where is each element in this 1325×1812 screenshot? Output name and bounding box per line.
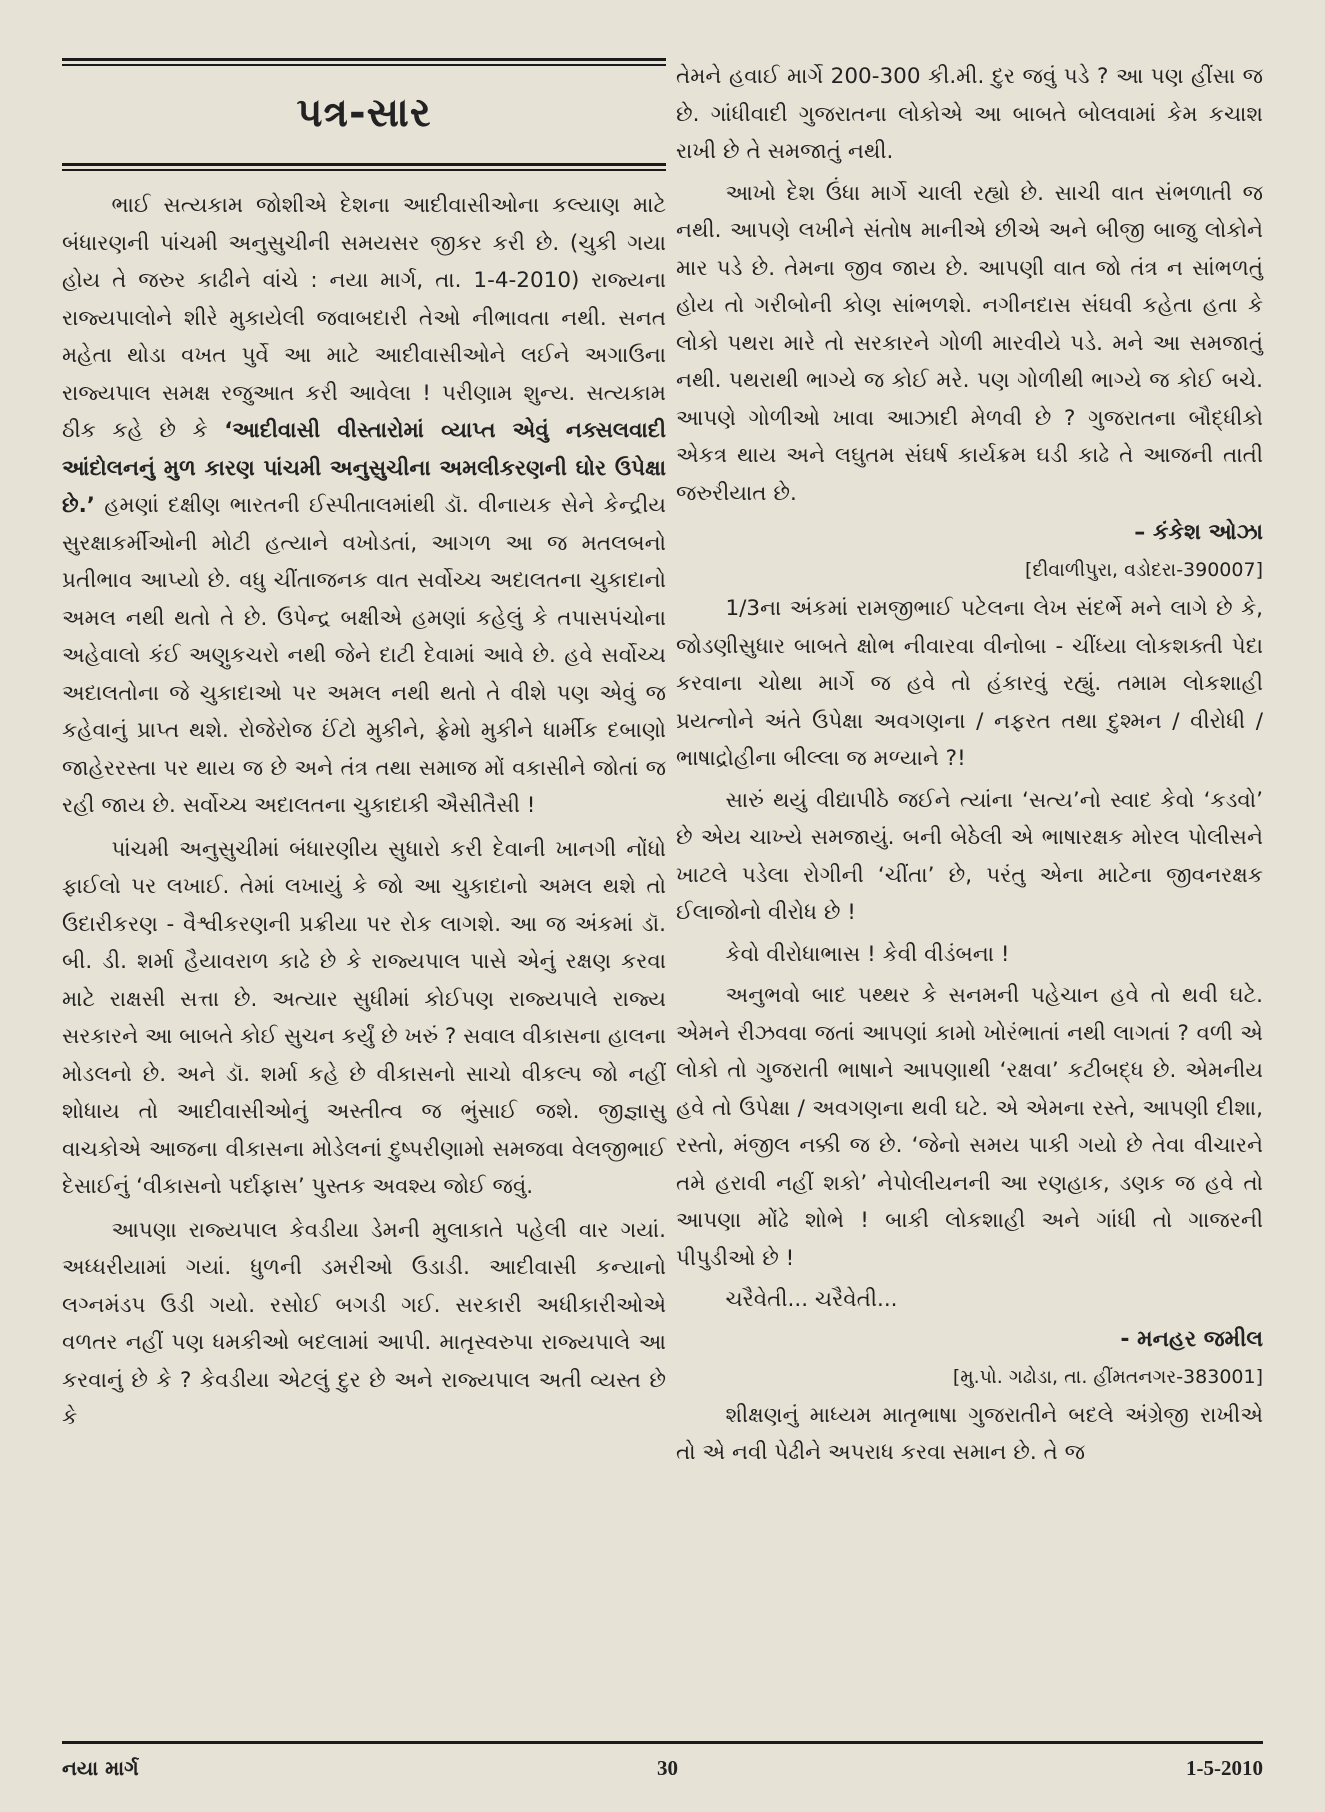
right-column bbox=[676, 58, 1263, 1472]
letter2-signature: - મનહર જમીલ bbox=[1120, 1326, 1263, 1352]
letter1-paragraph-2: પાંચમી અનુસુચીમાં બંધારણીય સુધારો કરી દેવાની ખાનગી નોંધો ફાઈલો પર લખાઈ. તેમાં લખાયું કે જો આ ચુકાદાનો અમલ થશે તો ઉદારીકરણ - વૈશ્વીકરણની પ્રક્રીયા પર રોક લાગશે. આ જ અંકમાં ડૉ. બી. ડી. શર્મા હૈયાવરાળ કાઢે છે કે રાજ્યપાલ પાસે એનું રક્ષણ કરવા માટે રાક્ષસી સત્તા છે. અત્યાર સુધીમાં કોઈપણ રાજ્યપાલે રાજ્ય સરકારને આ બાબતે કોઈ સુચન કર્યું છે ખરું ? સવાલ વીકાસના હાલના મોડલનો છે. અને ડૉ. શર્મા કહે છે વીકાસનો સાચો વીકલ્પ જો નહીં શોધાય તો આદીવાસીઓનું અસ્તીત્વ જ ભુંસાઈ જશે. જીજ્ઞાસુ વાચકોએ આજના વીકાસના મોડેલનાં દુષ્પરીણામો સમજવા વેલજીભાઈ દેસાઈનું ‘વીકાસનો પર્દાફાસ’ પુસ્તક અવશ્ય જોઈ જવું. bbox=[62, 836, 666, 1199]
letter1-p1-text-a: ભાઈ સત્યકામ જોશીએ દેશના આદીવાસીઓના કલ્યાણ માટે બંધારણની પાંચમી અનુસુચીની સમયસર જીકર કરી છે. (ચુકી ગયા હોય તે જરુર કાઢીને વાંચે : નયા માર્ગ, તા. 1-4-2010) રાજ્યના રાજ્યપાલોને શીરે મુકાયેલી જવાબદારી તેઓ નીભાવતા નથી. સનત મહેતા થોડા વખત પુર્વે આ માટે આદીવાસીઓને લઈને અગાઉના રાજ્યપાલ સમક્ષ રજુઆત કરી આવેલા ! પરીણામ શુન્ય. સત્યકામ ઠીક કહે છે કે bbox=[62, 193, 666, 443]
heading-bottom-rule-inner bbox=[62, 169, 666, 171]
letter3-paragraph-1: શીક્ષણનું માધ્યમ માતૃભાષા ગુજરાતીને બદલે અંગ્રેજી રાખીએ તો એ નવી પેઢીને અપરાધ કરવા સમાન છે. તે જ bbox=[676, 1402, 1263, 1465]
letter1-address: [દીવાળીપુરા, વડોદરા-390007] bbox=[1024, 559, 1263, 581]
heading-top-rule-inner bbox=[62, 64, 666, 66]
letter2-paragraph-5: ચરૈવેતી... ચરૈવેતી... bbox=[725, 1287, 898, 1312]
letter1-paragraph-5: આખો દેશ ઉંધા માર્ગે ચાલી રહ્યો છે. સાચી વાત સંભળાતી જ નથી. આપણે લખીને સંતોષ માનીએ છીએ અને બીજી બાજુ લોકોને માર પડે છે. તેમના જીવ જાય છે. આપણી વાત જો તંત્ર ન સાંભળતું હોય તો ગરીબોની કોણ સાંભળશે. નગીનદાસ સંઘવી કહેતા હતા કે લોકો પથરા મારે તો સરકારને ગોળી મારવીયે પડે. મને આ સમજાતું નથી. પથરાથી ભાગ્યે જ કોઈ મરે. પણ ગોળીથી ભાગ્યે જ કોઈ બચે. આપણે ગોળીઓ ખાવા આઝાદી મેળવી છે ? ગુજરાતના બૌદ્ધીકો એકત્ર થાય અને લઘુતમ સંઘર્ષ કાર્યક્રમ ઘડી કાઢે તે આજની તાતી જરુરીયાત છે. bbox=[676, 180, 1263, 506]
footer-magazine-name: નયા માર્ગ bbox=[62, 1756, 139, 1780]
heading-top-rule bbox=[62, 58, 666, 61]
section-heading: પત્ર-સાર bbox=[296, 90, 432, 136]
letter1-paragraph-1 bbox=[62, 187, 666, 825]
letter1-p1-quote: ‘આદીવાસી વીસ્તારોમાં વ્યાપ્ત એવું નક્સલવાદી આંદોલનનું મુળ કારણ પાંચમી અનુસુચીના અમલીકરણની ઘોર ઉપેક્ષા છે.’ bbox=[62, 418, 666, 518]
letter2-paragraph-2: સારું થયું વીદ્યાપીઠે જઈને ત્યાંના ‘સત્ય’નો સ્વાદ કેવો ‘કડવો’ છે એય ચાખ્યે સમજાયું. બની બેઠેલી એ ભાષારક્ષક મોરલ પોલીસને ખાટલે પડેલા રોગીની ‘ચીંતા’ છે, પરંતુ એના માટેના જીવનરક્ષક ઈલાજોનો વીરોધ છે ! bbox=[676, 787, 1263, 925]
letter2-paragraph-3: કેવો વીરોધાભાસ ! કેવી વીડંબના ! bbox=[725, 941, 1010, 967]
footer-page-number: 30 bbox=[657, 1756, 678, 1780]
letter2-paragraph-4: અનુભવો બાદ પથ્થર કે સનમની પહેચાન હવે તો થવી ઘટે. એમને રીઝવવા જતાં આપણાં કામો ખોરંભાતાં નથી લાગતાં ? વળી એ લોકો તો ગુજરાતી ભાષાને આપણાથી ‘રક્ષવા’ કટીબદ્ધ છે. એમનીય હવે તો ઉપેક્ષા / અવગણના થવી ઘટે. એ એમના રસ્તે, આપણી દીશા, રસ્તો, મંજીલ નક્કી જ છે. ‘જેનો સમય પાકી ગયો છે તેવા વીચારને તમે હરાવી નહીં શકો’ નેપોલીયનની આ રણહાક, ડણક જ હવે તો આપણા મોંઢે શોભે ! બાકી લોકશાહી અને ગાંધી તો ગાજરની પીપુડીઓ છે ! bbox=[676, 983, 1263, 1271]
letter1-paragraph-4: તેમને હવાઈ માર્ગે 200-300 કી.મી. દુર જવું પડે ? આ પણ હીંસા જ છે. ગાંધીવાદી ગુજરાતના લોકોએ આ બાબતે બોલવામાં કેમ કચાશ રાખી છે તે સમજાતું નથી. bbox=[676, 64, 1263, 164]
left-column bbox=[62, 58, 666, 1437]
letter1-p1-text-c: હમણાં દક્ષીણ ભારતની ઈસ્પીતાલમાંથી ડૉ. વીનાયક સેને કેન્દ્રીય સુરક્ષાકર્મીઓની મોટી હત્યાને વખોડતાં, આગળ આ જ મતલબનો પ્રતીભાવ આપ્યો છે. વધુ ચીંતાજનક વાત સર્વોચ્ચ અદાલતના ચુકાદાનો અમલ નથી થતો તે છે. ઉપેન્દ્ર બક્ષીએ હમણાં કહેલું કે તપાસપંચોના અહેવાલો કંઈ અણુકચરો નથી જેને દાટી દેવામાં આવે છે. હવે સર્વોચ્ચ અદાલતોના જે ચુકાદાઓ પર અમલ નથી થતો તે વીશે પણ એવું જ કહેવાનું પ્રાપ્ત થશે. રોજેરોજ ઈંટો મુકીને, ફ્રેમો મુકીને ધાર્મીક દબાણો જાહેરરસ્તા પર થાય જ છે અને તંત્ર તથા સમાજ મોં વકાસીને જોતાં જ રહી જાય છે. સર્વોચ્ચ અદાલતના ચુકાદાકી ઐસીતૈસી ! bbox=[62, 493, 666, 818]
heading-bottom-rule bbox=[62, 163, 666, 166]
footer-rule bbox=[62, 1741, 1263, 1744]
letter1-paragraph-3: આપણા રાજ્યપાલ કેવડીયા ડેમની મુલાકાતે પહેલી વાર ગયાં. અધ્ધરીયામાં ગયાં. ધુળની ડમરીઓ ઉડાડી. આદીવાસી કન્યાનો લગ્નમંડપ ઉડી ગયો. રસોઈ બગડી ગઈ. સરકારી અધીકારીઓએ વળતર નહીં પણ ધમકીઓ બદલામાં આપી. માતૃસ્વરુપા રાજ્યપાલે આ કરવાનું છે કે ? કેવડીયા એટલું દુર છે અને રાજ્યપાલ અતી વ્યસ્ત છે કે bbox=[62, 1217, 666, 1430]
footer-date: 1-5-2010 bbox=[1186, 1756, 1263, 1780]
letter2-paragraph-1: 1/3ના અંકમાં રામજીભાઈ પટેલના લેખ સંદર્ભે મને લાગે છે કે, જોડણીસુધાર બાબતે ક્ષોભ નીવારવા વીનોબા - ચીંધ્યા લોકશક્તી પેદા કરવાના ચોથા માર્ગે જ હવે તો હંકારવું રહ્યું. તમામ લોકશાહી પ્રયત્નોને અંતે ઉપેક્ષા અવગણના / નફરત તથા દુશ્મન / વીરોધી / ભાષાદ્રોહીના બીલ્લા જ મળ્યાને ?! bbox=[676, 596, 1263, 771]
letter2-address: [મુ.પો. ગઢોડા, તા. હીંમતનગર-383001] bbox=[952, 1365, 1263, 1388]
letter1-signature: – કંકેશ ઓઝા bbox=[1134, 520, 1263, 545]
page-footer bbox=[62, 1756, 1263, 1786]
